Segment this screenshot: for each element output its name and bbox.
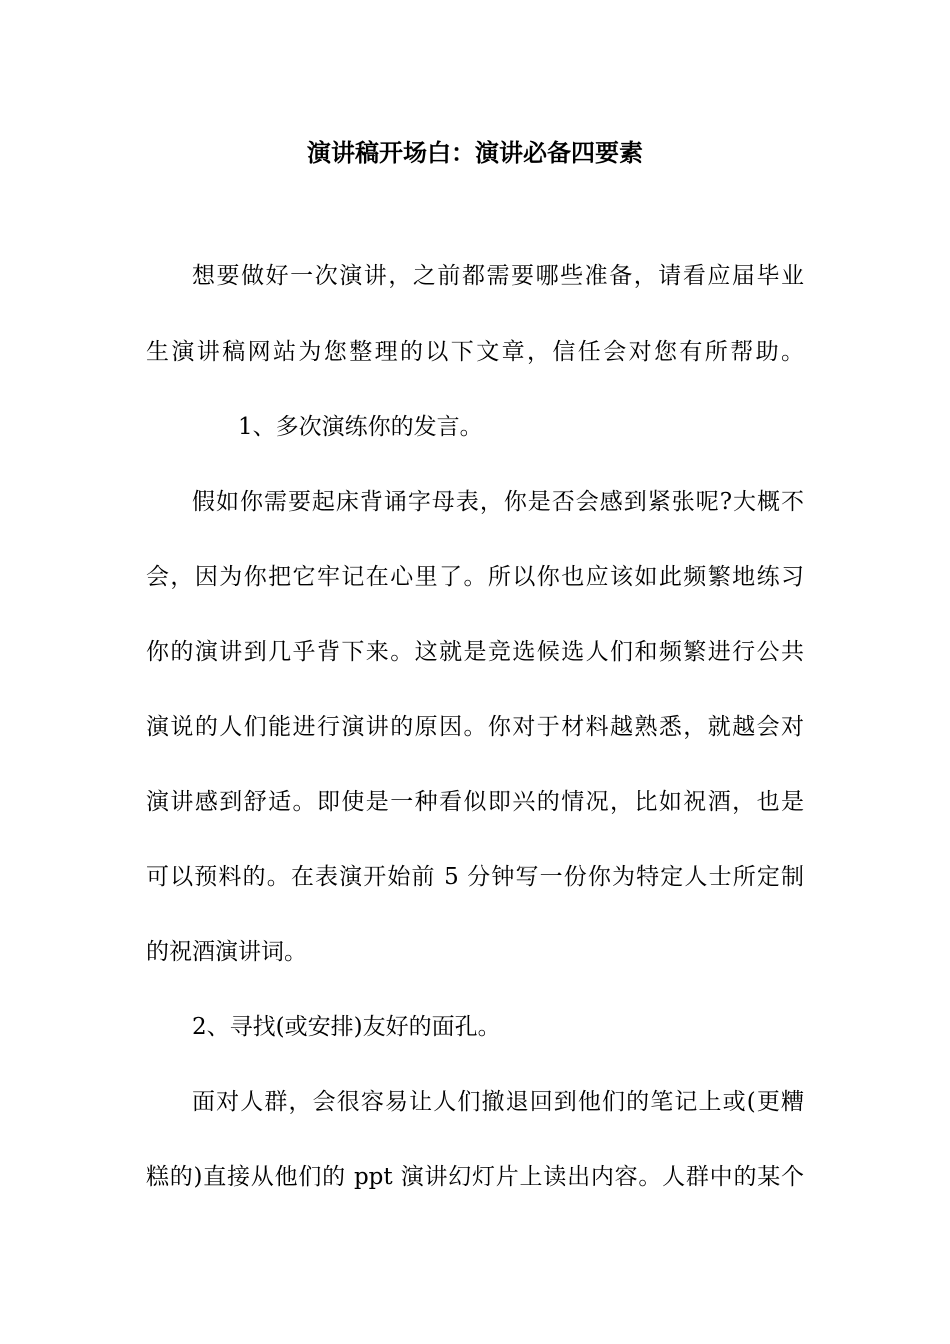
paragraph-line: 演讲感到舒适。即使是一种看似即兴的情况，比如祝酒，也是 — [146, 789, 804, 815]
paragraph-line: 你的演讲到几乎背下来。这就是竞选候选人们和频繁进行公共 — [146, 639, 804, 665]
paragraph-line: 的祝酒演讲词。 — [146, 939, 307, 965]
paragraph-line: 生演讲稿网站为您整理的以下文章，信任会对您有所帮助。 — [146, 339, 804, 365]
paragraph-line: 会，因为你把它牢记在心里了。所以你也应该如此频繁地练习 — [146, 564, 804, 590]
paragraph-line: 假如你需要起床背诵字母表，你是否会感到紧张呢?大概不 — [192, 489, 804, 515]
section-heading: 2、寻找(或安排)友好的面孔。 — [192, 1014, 501, 1040]
paragraph-line: 想要做好一次演讲，之前都需要哪些准备，请看应届毕业 — [192, 263, 804, 289]
paragraph-line: 糕的)直接从他们的 ppt 演讲幻灯片上读出内容。人群中的某个 — [146, 1164, 804, 1190]
paragraph-line: 可以预料的。在表演开始前 5 分钟写一份你为特定人士所定制 — [146, 864, 804, 890]
paragraph-line: 演说的人们能进行演讲的原因。你对于材料越熟悉，就越会对 — [146, 714, 804, 740]
document-title: 演讲稿开场白：演讲必备四要素 — [307, 138, 643, 167]
paragraph-line: 面对人群，会很容易让人们撤退回到他们的笔记上或(更糟 — [192, 1089, 804, 1115]
section-heading: 1、多次演练你的发言。 — [238, 414, 483, 440]
